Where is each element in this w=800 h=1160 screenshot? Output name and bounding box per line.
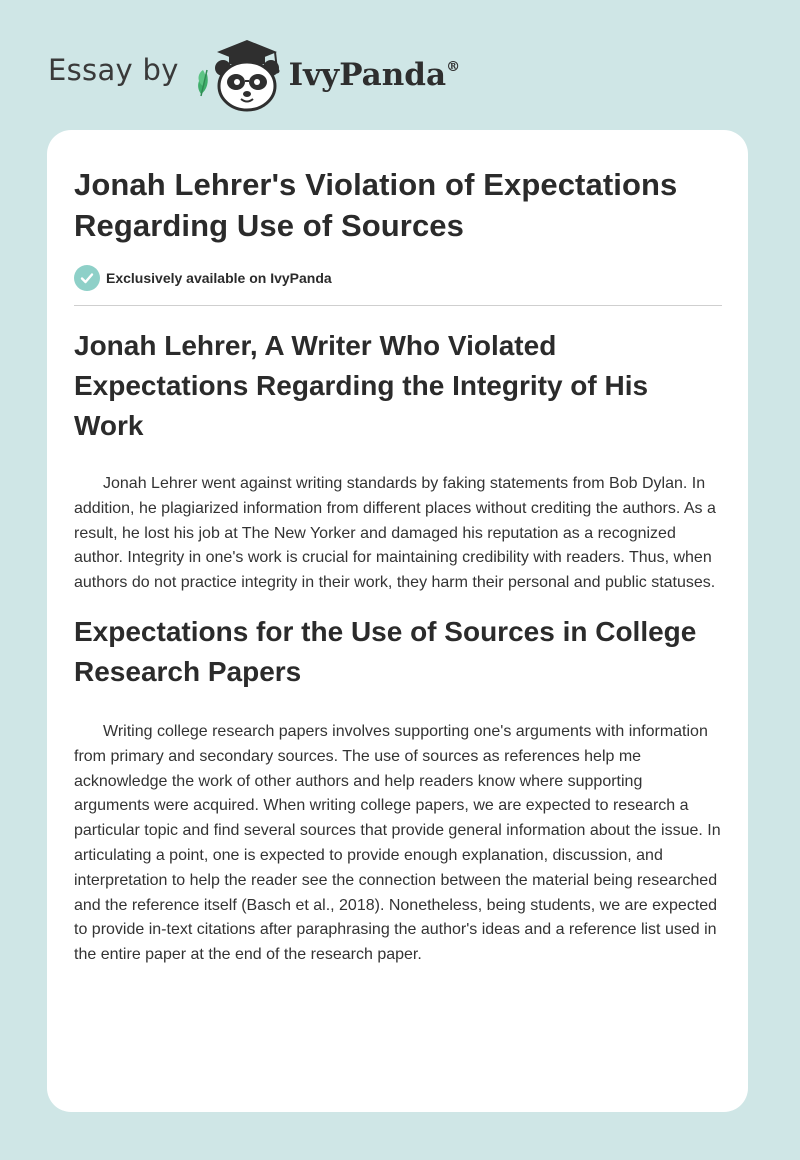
leaf-icon [198, 70, 208, 96]
page-title: Jonah Lehrer's Violation of Expectations Regarding Use of Sources [74, 167, 678, 243]
check-badge-icon [74, 265, 100, 291]
section-heading: Expectations for the Use of Sources in College Research Papers [74, 615, 697, 687]
panda-mascot-icon [193, 36, 285, 112]
essay-card [47, 130, 748, 1112]
section-heading: Jonah Lehrer, A Writer Who Violated Expectations Regarding the Integrity of His Work [74, 330, 649, 441]
essay-by-label: Essay by [48, 53, 179, 87]
section-paragraph: Writing college research papers involves supporting one's arguments with information from primary and secondary sources. The use of sources as references help me acknowledge the work of other authors and help readers know where supporting arguments were acquired. When writing college papers, we are expected to research a particular topic and find several sources that provide general information about the issue. In articulating a point, one is expected to provide enough explanation, discussion, and interpretation to help the reader see the connection between the material being researched and the reference itself (Basch et al., 2018). Nonetheless, being students, we are expected to provide in-text citations after paraphrasing the author's ideas and a reference list used in the entire paper at the end of the research paper. [74, 722, 721, 964]
section-paragraph: Jonah Lehrer went against writing standards by faking statements from Bob Dylan. In addition, he plagiarized information from different places without crediting the authors. As a result, he lost his job at The New Yorker and damaged his reputation as a recognized author. Integrity in one's work is crucial for maintaining credibility with readers. Thus, when authors do not practice integrity in their work, they harm their personal and public statuses. [74, 475, 716, 592]
brand-name: IvyPanda® [288, 57, 461, 93]
exclusive-notice [74, 264, 722, 292]
site-logo[interactable] [48, 36, 460, 112]
registered-mark: ® [446, 59, 461, 75]
title-divider [74, 305, 722, 306]
exclusive-label: Exclusively available on IvyPanda [106, 270, 332, 286]
